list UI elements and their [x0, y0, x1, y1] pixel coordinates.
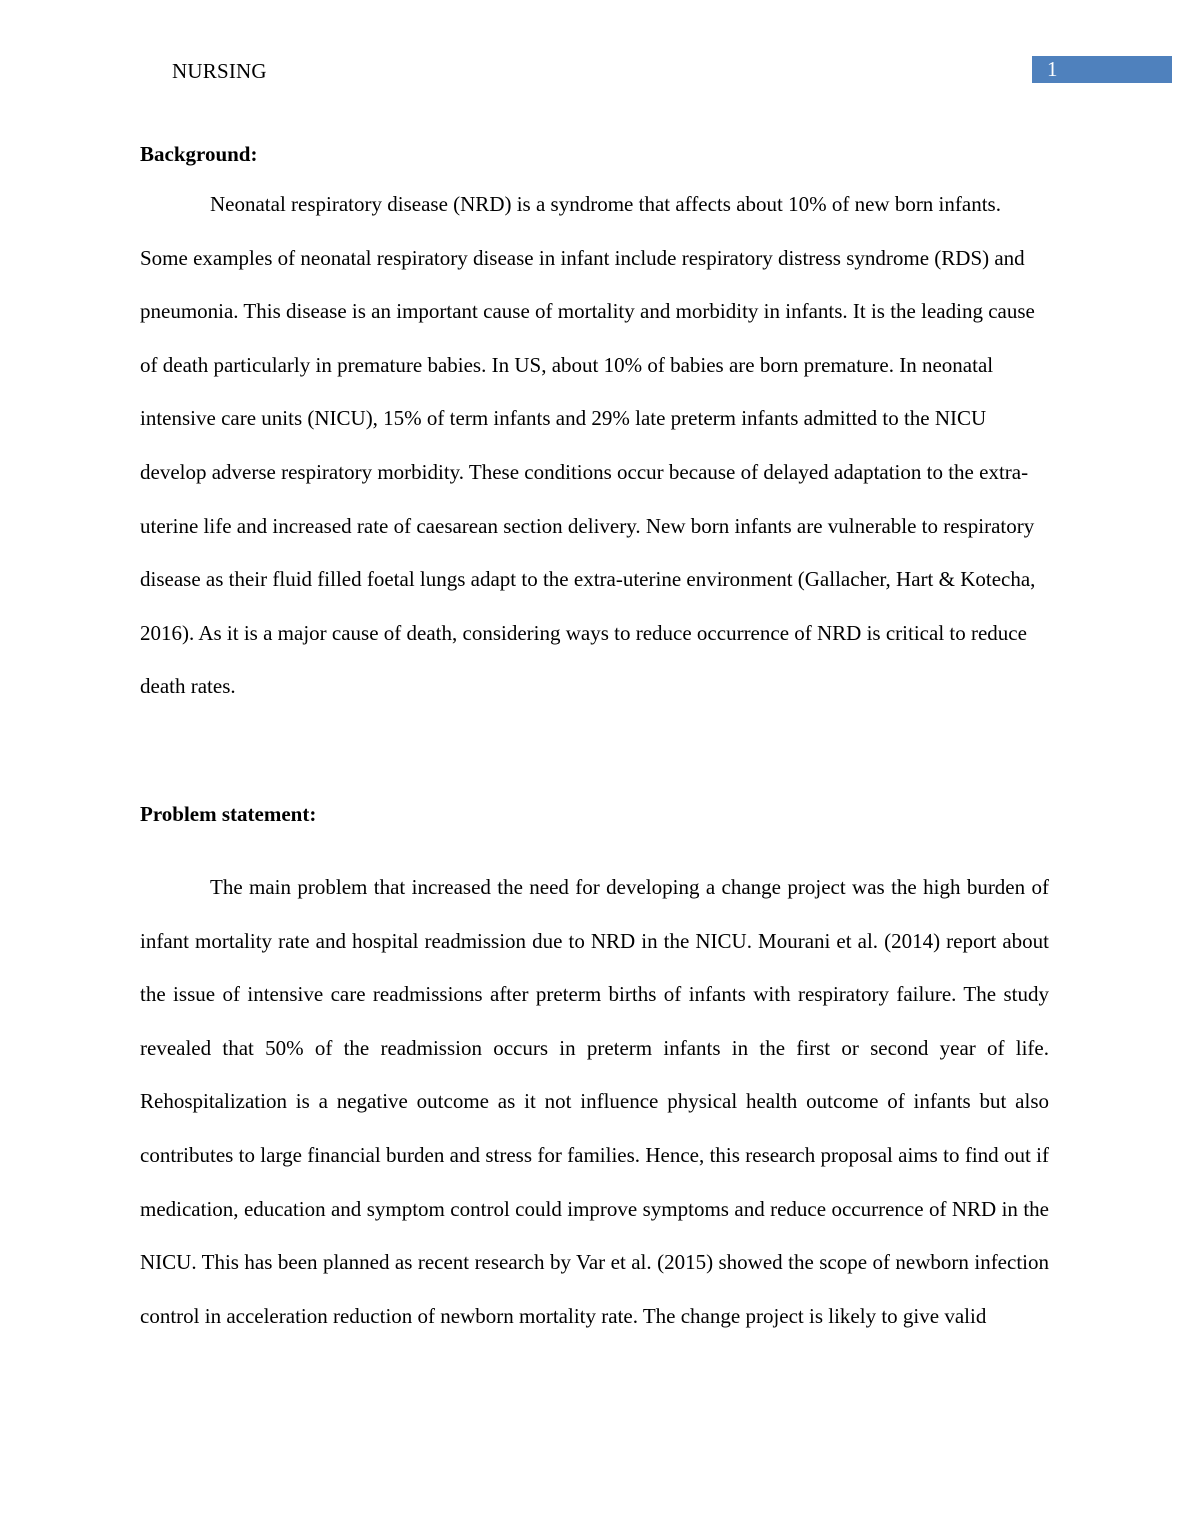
running-head: NURSING — [172, 59, 267, 83]
page-number-box — [1032, 56, 1172, 83]
background-heading: Background: — [140, 142, 258, 166]
problem-statement-paragraph: The main problem that increased the need for developing a change project was the high burden of infant mortality rate and hospital readmission due to NRD in the NICU. Mourani et al. (2014) report about the issue of intensive care readmissions after preterm births of infants with respiratory failure. The study revealed that 50% of the readmission occurs in preterm infants in the first or second year of life. Rehospitalization is a negative outcome as it not influence physical health outcome of infants but also contributes to large financial burden and stress for families. Hence, this research proposal aims to find out if medication, education and symptom control could improve symptoms and reduce occurrence of NRD in the NICU. This has been planned as recent research by Var et al. (2015) showed the scope of newborn infection control in acceleration reduction of newborn mortality rate. The change project is likely to give valid — [140, 875, 1049, 1328]
background-paragraph: Neonatal respiratory disease (NRD) is a syndrome that affects about 10% of new born infants. Some examples of neonatal respiratory disease in infant include respiratory distress syndrome (RDS) and pneumonia. This disease is an important cause of mortality and morbidity in infants. It is the leading cause of death particularly in premature babies. In US, about 10% of babies are born premature. In neonatal intensive care units (NICU), 15% of term infants and 29% late preterm infants admitted to the NICU develop adverse respiratory morbidity. These conditions occur because of delayed adaptation to the extra-uterine life and increased rate of caesarean section delivery. New born infants are vulnerable to respiratory disease as their fluid filled foetal lungs adapt to the extra-uterine environment (Gallacher, Hart & Kotecha, 2016). As it is a major cause of death, considering ways to reduce occurrence of NRD is critical to reduce death rates. — [140, 192, 1036, 699]
page-number: 1 — [1047, 57, 1058, 81]
problem-statement-heading: Problem statement: — [140, 802, 317, 826]
